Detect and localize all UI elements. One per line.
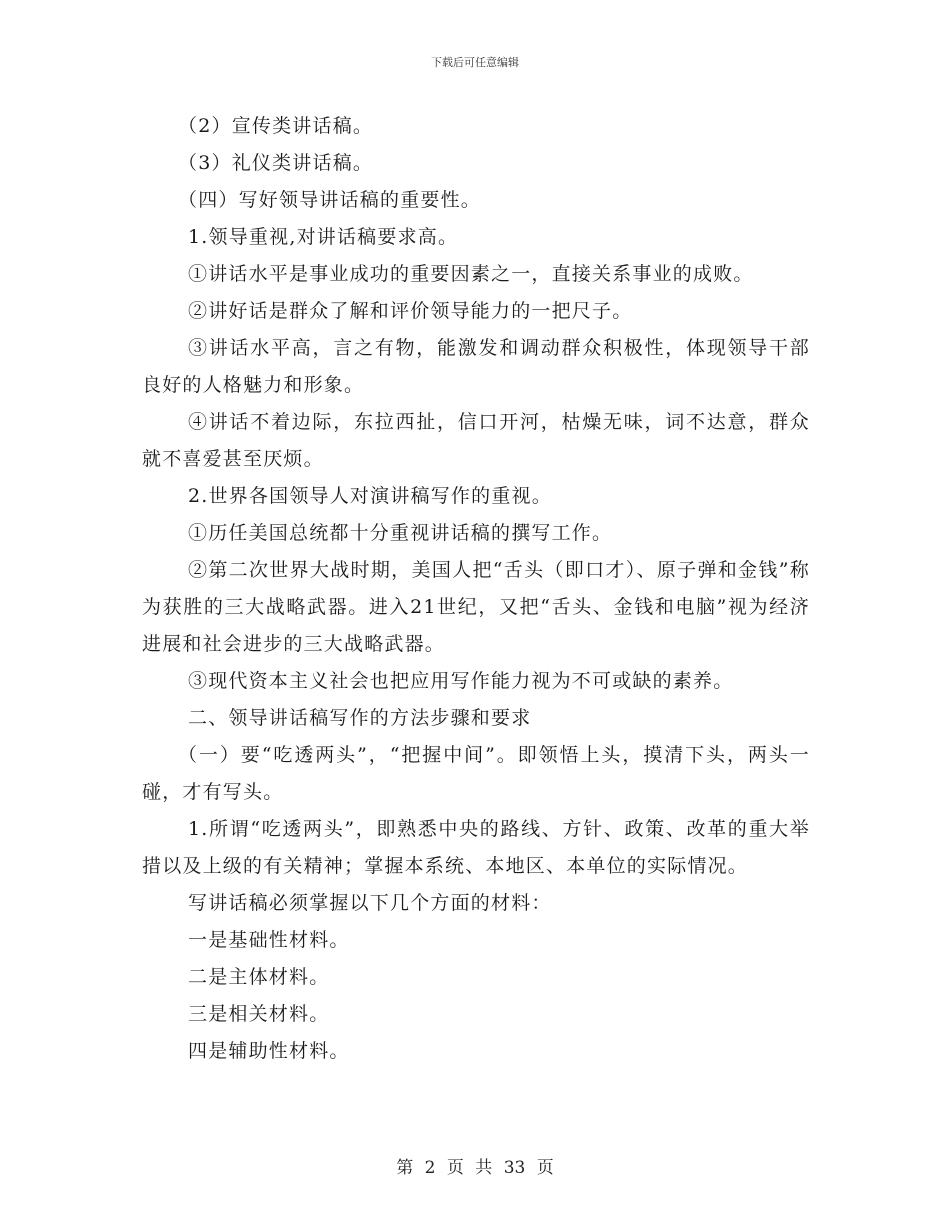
paragraph: 二是主体材料。 xyxy=(188,966,330,988)
paragraph: ④讲话不着边际，东拉西扯，信口开河，枯燥无味，词不达意，群众就不喜爱甚至厌烦。 xyxy=(142,411,810,470)
paragraph: ③讲话水平高，言之有物，能激发和调动群众积极性，体现领导干部良好的人格魅力和形象。 xyxy=(142,337,810,396)
paragraph: ②讲好话是群众了解和评价领导能力的一把尺子。 xyxy=(188,300,633,322)
paragraph: （四）写好领导讲话稿的重要性。 xyxy=(178,189,482,211)
section-heading: 二、领导讲话稿写作的方法步骤和要求 xyxy=(188,707,532,729)
paragraph: （3）礼仪类讲话稿。 xyxy=(178,152,374,174)
paragraph: （2）宣传类讲话稿。 xyxy=(178,115,374,137)
paragraph: 写讲话稿必须掌握以下几个方面的材料： xyxy=(188,892,552,914)
paragraph: ①讲话水平是事业成功的重要因素之一，直接关系事业的成败。 xyxy=(188,263,754,285)
paragraph: ①历任美国总统都十分重视讲话稿的撰写工作。 xyxy=(188,522,613,544)
paragraph: （一）要“吃透两头”，“把握中间”。即领悟上头，摸清下头，两头一碰，才有写头。 xyxy=(142,744,810,803)
paragraph: 2.世界各国领导人对演讲稿写作的重视。 xyxy=(188,485,552,507)
document-body xyxy=(142,108,810,1070)
paragraph: 四是辅助性材料。 xyxy=(188,1040,350,1062)
paragraph: 1.领导重视,对讲话稿要求高。 xyxy=(188,226,459,248)
paragraph: ②第二次世界大战时期，美国人把“舌头（即口才）、原子弹和金钱”称为获胜的三大战略武器。进入21世纪，又把“舌头、金钱和电脑”视为经济进展和社会进步的三大战略武器。 xyxy=(142,559,810,655)
paragraph: ③现代资本主义社会也把应用写作能力视为不可或缺的素养。 xyxy=(188,670,734,692)
paragraph: 1.所谓“吃透两头”，即熟悉中央的路线、方针、政策、改革的重大举措以及上级的有关精神；掌握本系统、本地区、本单位的实际情况。 xyxy=(142,818,810,877)
page-header: 下载后可任意编辑 xyxy=(431,56,519,69)
paragraph: 三是相关材料。 xyxy=(188,1003,330,1025)
paragraph: 一是基础性材料。 xyxy=(188,929,350,951)
page-number: 第 2 页 共 33 页 xyxy=(396,1158,554,1178)
